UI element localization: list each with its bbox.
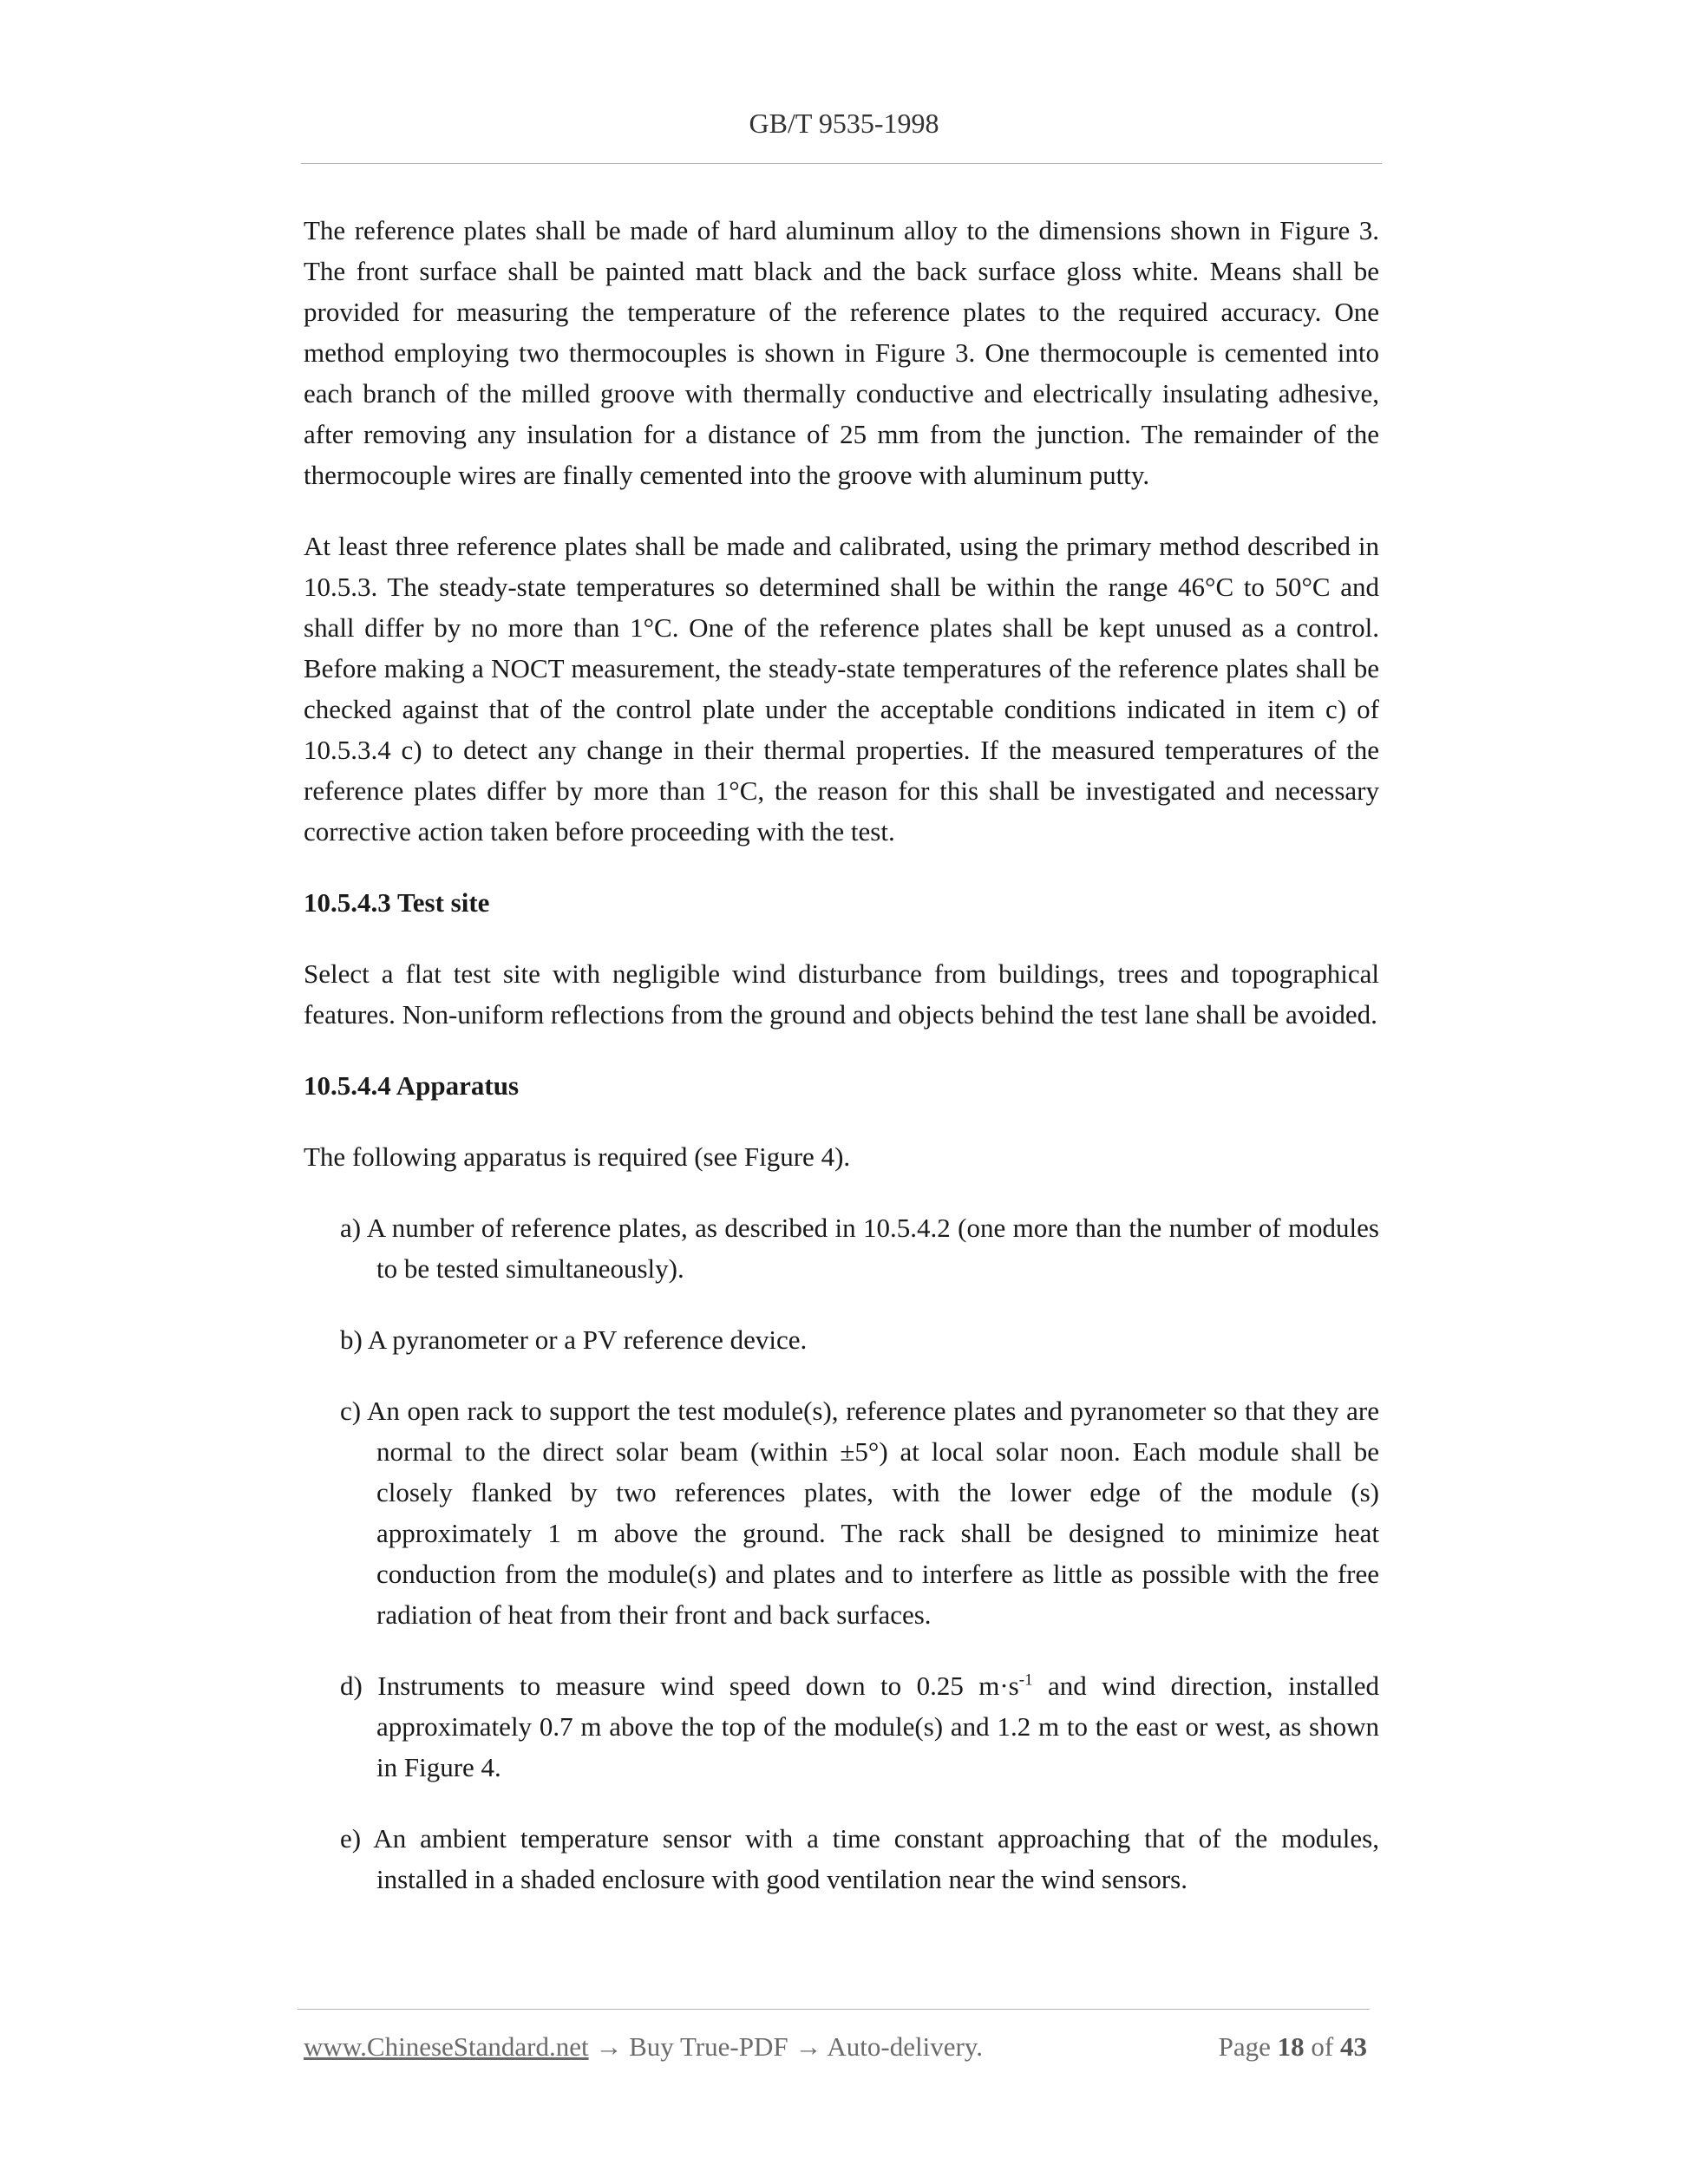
auto-delivery-label: Auto-delivery. — [827, 2031, 984, 2062]
list-item-d — [340, 1665, 1379, 1788]
footer-promo — [304, 2031, 983, 2063]
buy-pdf-label: Buy True-PDF — [629, 2031, 788, 2062]
list-item-b: b) A pyranometer or a PV reference device. — [340, 1324, 808, 1355]
page-label: Page — [1218, 2031, 1271, 2062]
header-divider — [301, 163, 1382, 164]
arrow-right-icon: → — [788, 2031, 828, 2062]
document-body — [304, 210, 1379, 1930]
list-item-d-text-start: d) Instruments to measure wind speed down to 0.25 m·s — [340, 1671, 1019, 1701]
current-page-number: 18 — [1277, 2031, 1305, 2062]
list-item-c: c) An open rack to support the test module(s), reference plates and pyranometer so that they are normal to the direct solar beam (within ±5°) at local solar noon. Each module shall be closely flanked by two references plates, with the lower edge of the module (s) approximately 1 m above the ground. The rack shall be designed to minimize heat conduction from the module(s) and plates and to interfere as little as possible with the free radiation of heat from their front and back surfaces. — [340, 1396, 1379, 1630]
footer-divider — [298, 2009, 1370, 2010]
list-item-d-text-end: and wind direction, installed approximately 0.7 m above the top of the module(s) and 1.2 m to the east or west, as shown in Figure 4. — [376, 1671, 1379, 1782]
paragraph-apparatus-intro: The following apparatus is required (see Figure 4). — [304, 1141, 851, 1172]
arrow-right-icon: → — [588, 2031, 630, 2062]
list-item-a: a) A number of reference plates, as described in 10.5.4.2 (one more than the number of modules to be tested simultaneously). — [340, 1213, 1379, 1284]
website-link[interactable]: www.ChineseStandard.net — [304, 2031, 589, 2062]
paragraph-calibration: At least three reference plates shall be made and calibrated, using the primary method described in 10.5.3. The steady-state temperatures so determined shall be within the range 46°C to 50°C and shall differ by no more than 1°C. One of the reference plates shall be kept unused as a control. Before making a NOCT measurement, the steady-state temperatures of the reference plates shall be checked against that of the control plate under the acceptable conditions indicated in item c) of 10.5.3.4 c) to detect any change in their thermal properties. If the measured temperatures of the reference plates differ by more than 1°C, the reason for this shall be investigated and necessary corrective action taken before proceeding with the test. — [304, 531, 1379, 847]
paragraph-reference-plates: The reference plates shall be made of hard aluminum alloy to the dimensions shown in Figure 3. The front surface shall be painted matt black and the back surface gloss white. Means shall be provided for measuring the temperature of the reference plates to the required accuracy. One method employing two thermocouples is shown in Figure 3. One thermocouple is cemented into each branch of the milled groove with thermally conductive and electrically insulating adhesive, after removing any insulation for a distance of 25 mm from the junction. The remainder of the thermocouple wires are finally cemented into the groove with aluminum putty. — [304, 215, 1379, 490]
heading-test-site: 10.5.4.3 Test site — [304, 887, 490, 918]
list-item-e: e) An ambient temperature sensor with a time constant approaching that of the modules, installed in a shaded enclosure with good ventilation near the wind sensors. — [340, 1823, 1379, 1894]
list-item-d-superscript: -1 — [1018, 1671, 1033, 1690]
page-counter — [1219, 2031, 1367, 2063]
document-header-title: GB/T 9535-1998 — [749, 108, 939, 139]
total-pages-number: 43 — [1340, 2031, 1367, 2062]
heading-apparatus: 10.5.4.4 Apparatus — [304, 1070, 520, 1101]
of-label: of — [1311, 2031, 1334, 2062]
paragraph-test-site: Select a flat test site with negligible wind disturbance from buildings, trees and topographical features. Non-uniform reflections from the ground and objects behind the test lane shall be avoided. — [304, 958, 1379, 1030]
